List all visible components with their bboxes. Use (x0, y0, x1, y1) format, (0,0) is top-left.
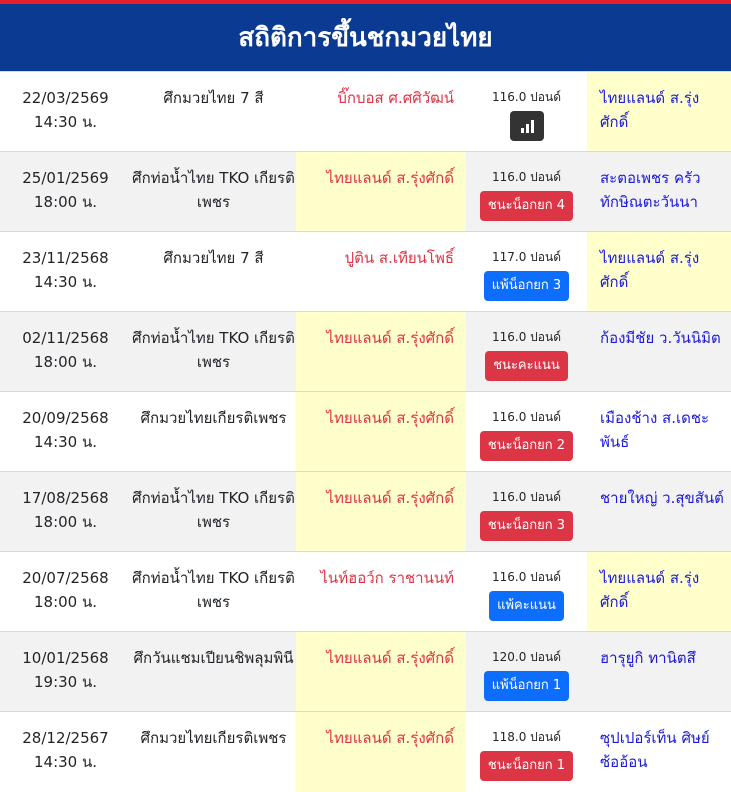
fight-date: 10/01/2568 (22, 649, 109, 667)
weight-label: 116.0 ปอนด์ (492, 170, 561, 184)
result-cell (466, 392, 587, 472)
blue-corner-fighter[interactable]: สะตอเพชร ครัวทักษิณตะวันนา (587, 152, 731, 232)
fight-time: 19:30 น. (33, 673, 98, 691)
blue-corner-fighter[interactable]: ก้องมีชัย ว.วันนิมิต (587, 312, 731, 392)
date-cell (0, 392, 131, 472)
red-corner-fighter[interactable]: ไทยแลนด์ ส.รุ่งศักดิ์ (296, 472, 466, 552)
result-cell (466, 632, 587, 712)
fight-row (0, 472, 731, 552)
weight-label: 117.0 ปอนด์ (492, 250, 561, 264)
fight-row (0, 152, 731, 232)
fight-date: 17/08/2568 (22, 489, 109, 507)
blue-corner-fighter[interactable]: ไทยแลนด์ ส.รุ่งศักดิ์ (587, 552, 731, 632)
result-badge: ชนะน็อกยก 2 (480, 431, 573, 461)
result-badge: ชนะคะแนน (485, 351, 568, 381)
result-cell (466, 712, 587, 792)
fight-date: 28/12/2567 (22, 729, 109, 747)
date-cell (0, 472, 131, 552)
event-name[interactable]: ศึกท่อน้ำไทย TKO เกียรติเพชร (131, 152, 296, 232)
fight-date: 25/01/2569 (22, 169, 109, 187)
fight-date: 20/07/2568 (22, 569, 109, 587)
result-cell (466, 152, 587, 232)
blue-corner-fighter[interactable]: ไทยแลนด์ ส.รุ่งศักดิ์ (587, 72, 731, 152)
fight-row (0, 312, 731, 392)
fight-time: 14:30 น. (33, 273, 98, 291)
fight-date: 23/11/2568 (22, 249, 109, 267)
event-name[interactable]: ศึกท่อน้ำไทย TKO เกียรติเพชร (131, 472, 296, 552)
red-corner-fighter[interactable]: ไนท์ฮอว์ก ราชานนท์ (296, 552, 466, 632)
fight-row (0, 632, 731, 712)
fight-time: 18:00 น. (33, 353, 98, 371)
result-cell (466, 72, 587, 152)
result-badge: แพ้น็อกยก 1 (484, 671, 569, 701)
blue-corner-fighter[interactable]: ไทยแลนด์ ส.รุ่งศักดิ์ (587, 232, 731, 312)
fight-row (0, 712, 731, 792)
blue-corner-fighter[interactable]: ฮารุยูกิ ทานิตสึ (587, 632, 731, 712)
fight-time: 18:00 น. (33, 513, 98, 531)
fight-time: 14:30 น. (33, 753, 98, 771)
result-cell (466, 472, 587, 552)
fight-row (0, 72, 731, 152)
fight-date: 02/11/2568 (22, 329, 109, 347)
fight-row (0, 552, 731, 632)
red-corner-fighter[interactable]: ไทยแลนด์ ส.รุ่งศักดิ์ (296, 312, 466, 392)
blue-corner-fighter[interactable]: เมืองช้าง ส.เดชะพันธ์ (587, 392, 731, 472)
event-name[interactable]: ศึกมวยไทย 7 สี (131, 232, 296, 312)
event-name[interactable]: ศึกมวยไทยเกียรติเพชร (131, 392, 296, 472)
result-badge: ชนะน็อกยก 4 (480, 191, 573, 221)
red-corner-fighter[interactable]: บิ๊กบอส ศ.ศศิวัฒน์ (296, 72, 466, 152)
date-cell (0, 232, 131, 312)
red-corner-fighter[interactable]: ไทยแลนด์ ส.รุ่งศักดิ์ (296, 152, 466, 232)
result-cell (466, 312, 587, 392)
event-name[interactable]: ศึกวันแชมเปียนชิพลุมพินี (131, 632, 296, 712)
red-corner-fighter[interactable]: ปูติน ส.เทียนโพธิ์ (296, 232, 466, 312)
result-badge: แพ้คะแนน (489, 591, 564, 621)
date-cell (0, 712, 131, 792)
event-name[interactable]: ศึกมวยไทย 7 สี (131, 72, 296, 152)
red-corner-fighter[interactable]: ไทยแลนด์ ส.รุ่งศักดิ์ (296, 632, 466, 712)
result-cell (466, 552, 587, 632)
red-corner-fighter[interactable]: ไทยแลนด์ ส.รุ่งศักดิ์ (296, 712, 466, 792)
fight-time: 14:30 น. (33, 433, 98, 451)
weight-label: 118.0 ปอนด์ (492, 730, 561, 744)
date-cell (0, 552, 131, 632)
bar-chart-icon[interactable] (510, 111, 544, 141)
weight-label: 116.0 ปอนด์ (492, 330, 561, 344)
result-cell (466, 232, 587, 312)
page-title: สถิติการขึ้นชกมวยไทย (0, 0, 731, 71)
date-cell (0, 632, 131, 712)
weight-label: 120.0 ปอนด์ (492, 650, 561, 664)
fight-table-body (0, 72, 731, 792)
result-badge: ชนะน็อกยก 3 (480, 511, 573, 541)
fight-time: 18:00 น. (33, 193, 98, 211)
fight-time: 18:00 น. (33, 593, 98, 611)
date-cell (0, 312, 131, 392)
date-cell (0, 72, 131, 152)
weight-label: 116.0 ปอนด์ (492, 490, 561, 504)
fight-time: 14:30 น. (33, 113, 98, 131)
weight-label: 116.0 ปอนด์ (492, 90, 561, 104)
blue-corner-fighter[interactable]: ซุปเปอร์เท็น ศิษย์ซ้ออ้อน (587, 712, 731, 792)
event-name[interactable]: ศึกท่อน้ำไทย TKO เกียรติเพชร (131, 312, 296, 392)
weight-label: 116.0 ปอนด์ (492, 410, 561, 424)
fight-row (0, 392, 731, 472)
date-cell (0, 152, 131, 232)
fight-date: 22/03/2569 (22, 89, 109, 107)
fight-row (0, 232, 731, 312)
fight-table (0, 71, 731, 792)
fight-date: 20/09/2568 (22, 409, 109, 427)
result-badge: แพ้น็อกยก 3 (484, 271, 569, 301)
red-corner-fighter[interactable]: ไทยแลนด์ ส.รุ่งศักดิ์ (296, 392, 466, 472)
result-badge: ชนะน็อกยก 1 (480, 751, 573, 781)
event-name[interactable]: ศึกท่อน้ำไทย TKO เกียรติเพชร (131, 552, 296, 632)
event-name[interactable]: ศึกมวยไทยเกียรติเพชร (131, 712, 296, 792)
weight-label: 116.0 ปอนด์ (492, 570, 561, 584)
blue-corner-fighter[interactable]: ชายใหญ่ ว.สุขสันต์ (587, 472, 731, 552)
